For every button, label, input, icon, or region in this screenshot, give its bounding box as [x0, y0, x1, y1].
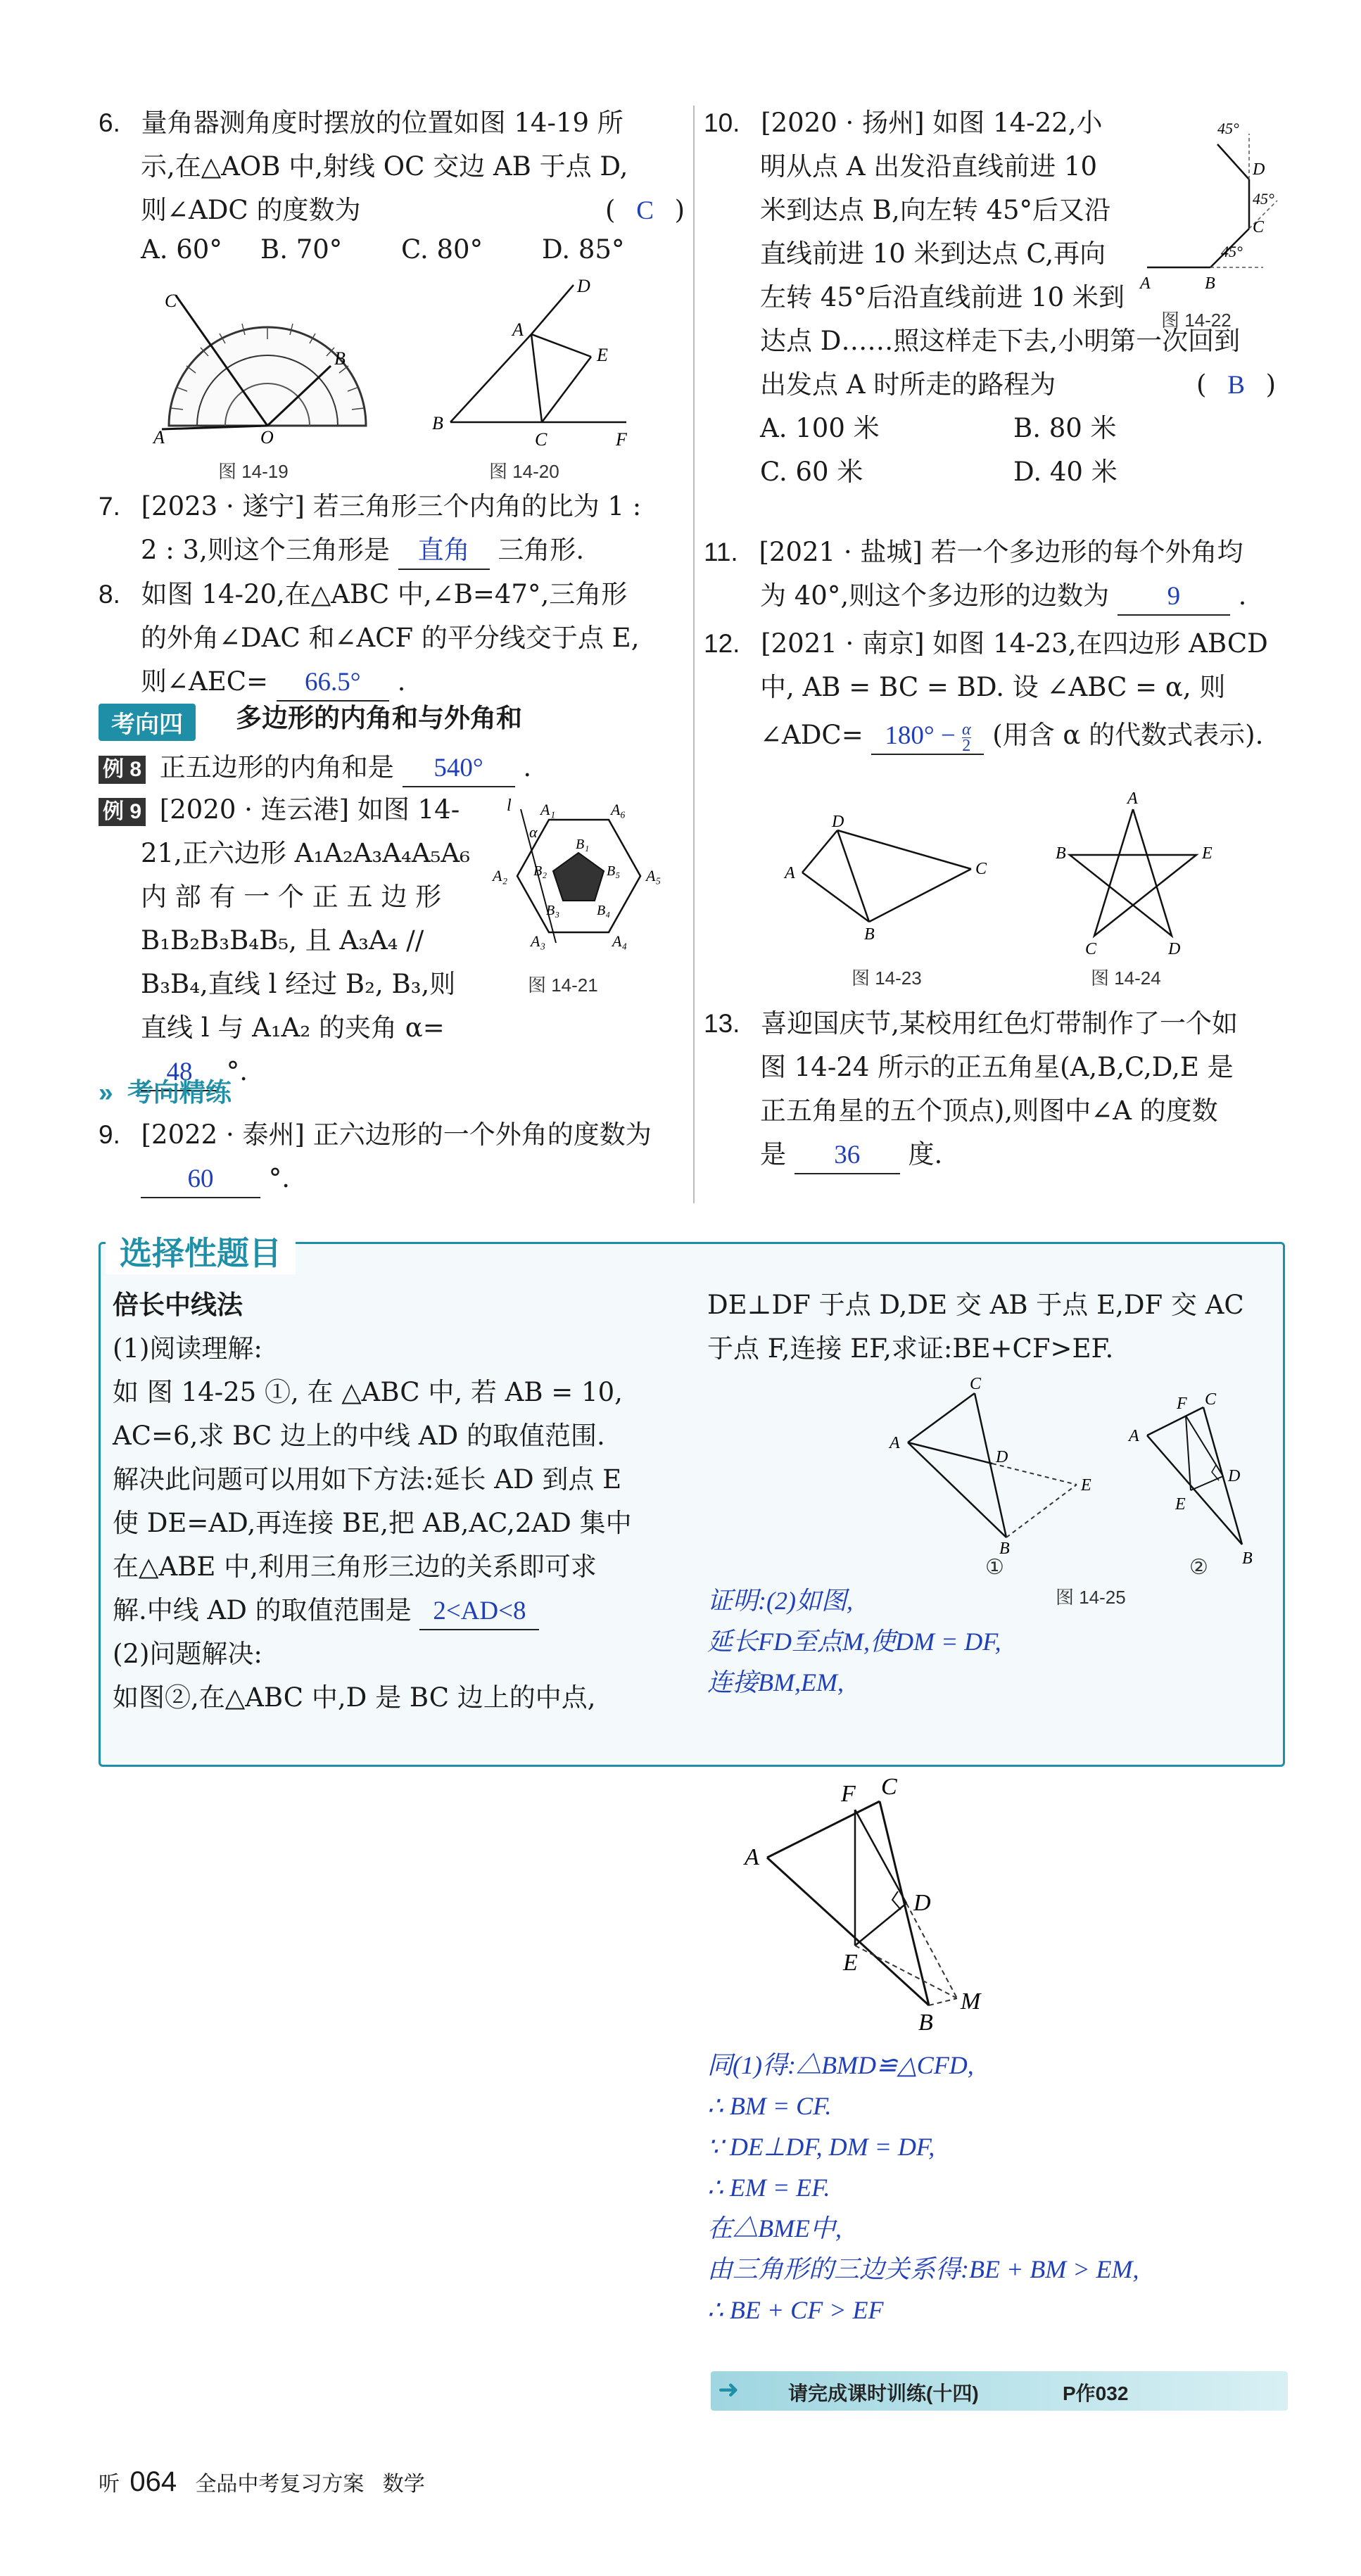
- q-number: 9.: [99, 1120, 120, 1149]
- label-B: B: [334, 348, 346, 369]
- q-text: 量角器测角度时摆放的位置如图 14-19 所: [141, 108, 623, 138]
- label-D: D: [913, 1890, 931, 1916]
- label-M: M: [961, 1988, 981, 2015]
- caption: 图 14-19: [218, 461, 289, 482]
- q-text: [2020 · 扬州] 如图 14-22,小: [761, 108, 1103, 138]
- figure-14-19: [153, 288, 380, 448]
- q-number: 11.: [704, 538, 738, 566]
- footer: [99, 2466, 425, 2498]
- answer-paren: ( B ): [1196, 369, 1277, 400]
- q-text: 则∠AEC=: [141, 666, 269, 697]
- optional-section-title: 选择性题目: [106, 1228, 296, 1274]
- q-text: .: [523, 752, 532, 782]
- q-text: (用含 α 的代数式表示).: [992, 720, 1264, 750]
- label-A: A: [785, 864, 795, 882]
- figure-14-25-1: [887, 1375, 1119, 1558]
- proof-line: 同(1)得:△BMD≌△CFD,: [707, 2051, 974, 2079]
- footer-prefix: 听: [99, 2473, 120, 2496]
- caption: 图 14-23: [852, 967, 922, 989]
- label-C: C: [1253, 218, 1265, 236]
- label-C: C: [881, 1774, 897, 1800]
- label-A5: A₅: [646, 867, 661, 884]
- answer: 9: [1118, 579, 1230, 616]
- q-text: [2022 · 泰州] 正六边形的一个外角的度数为: [141, 1119, 652, 1150]
- method-heading: 倍长中线法: [113, 1290, 243, 1319]
- q-text: 喜迎国庆节,某校用红色灯带制作了一个如: [761, 1008, 1238, 1039]
- caption: 图 14-22: [1161, 310, 1232, 331]
- proof-line: 连接BM,EM,: [707, 1668, 844, 1696]
- q-text: 则∠ADC 的度数为: [141, 195, 361, 225]
- q-text: 正五边形的内角和是: [159, 752, 394, 782]
- label-A: A: [890, 1434, 900, 1452]
- label-A: A: [745, 1844, 759, 1870]
- proof-line: 由三角形的三边关系得:BE + BM > EM,: [707, 2255, 1139, 2283]
- label-D: D: [996, 1448, 1008, 1466]
- q-text: .: [1238, 580, 1247, 611]
- label-A: A: [1127, 789, 1138, 808]
- q-text: °.: [226, 1056, 248, 1086]
- subfig-label: ②: [1189, 1556, 1208, 1579]
- q-text: ∠ADC=: [760, 720, 863, 750]
- q-text: 达点 D……照这样走下去,小明第一次回到: [760, 326, 1241, 356]
- q-text: 中, AB = BC = BD. 设 ∠ABC = α, 则: [760, 672, 1226, 702]
- q-text: 的外角∠DAC 和∠ACF 的平分线交于点 E,: [141, 623, 640, 653]
- q-number: 6.: [99, 108, 120, 137]
- q-number: 13.: [704, 1009, 740, 1038]
- label-D: D: [577, 276, 590, 296]
- section-tag: 考向四: [99, 704, 196, 741]
- label-B: B: [999, 1540, 1010, 1558]
- q-text: 在△ABE 中,利用三角形三边的关系即可求: [113, 1552, 597, 1582]
- label-C: C: [975, 860, 987, 878]
- q-text: 解.中线 AD 的取值范围是: [113, 1595, 412, 1625]
- label-E: E: [843, 1950, 858, 1976]
- q-text: 21,正六边形 A₁A₂A₃A₄A₅A₆: [141, 838, 470, 868]
- proof-line: ∵ DE⊥DF, DM = DF,: [707, 2133, 935, 2161]
- label-F: F: [616, 429, 627, 450]
- page-number: 064: [129, 2466, 177, 2497]
- q-text: 如图②,在△ABC 中,D 是 BC 边上的中点,: [113, 1682, 596, 1713]
- q-text: 为 40°,则这个多边形的边数为: [760, 580, 1110, 611]
- caption: 图 14-25: [1056, 1587, 1126, 1608]
- chevron-right-icon: »: [99, 1078, 113, 1107]
- answer: 2<AD<8: [419, 1594, 539, 1630]
- option-b: B. 70°: [260, 234, 343, 265]
- angle-label: 45°: [1217, 120, 1239, 137]
- label-D: D: [1168, 940, 1181, 958]
- label-C: C: [1205, 1390, 1217, 1409]
- q-text: 示,在△AOB 中,射线 OC 交边 AB 于点 D,: [141, 151, 628, 182]
- proof-line: 在△BME中,: [707, 2214, 842, 2242]
- label-D: D: [832, 813, 844, 831]
- answer: 48: [141, 1055, 218, 1091]
- q-text: [2021 · 盐城] 若一个多边形的每个外角均: [759, 537, 1243, 567]
- q-text: 明从点 A 出发沿直线前进 10: [760, 151, 1098, 182]
- label-B4: B₄: [597, 903, 611, 918]
- q-text: 米到达点 B,向左转 45°后又沿: [760, 195, 1111, 225]
- label-C: C: [970, 1375, 982, 1393]
- label-B: B: [864, 925, 875, 944]
- answer: 直角: [398, 533, 490, 570]
- label-C: C: [535, 429, 547, 450]
- practice-heading: [99, 1075, 232, 1110]
- label-B1: B₁: [576, 837, 590, 852]
- label-D: D: [1228, 1467, 1241, 1485]
- proof-line: 延长FD至点M,使DM = DF,: [707, 1628, 1001, 1656]
- label-alpha: α: [529, 823, 538, 841]
- option-a: A. 100 米: [760, 413, 880, 443]
- answer-paren: ( C ): [605, 195, 685, 225]
- q-text: 2 : 3,则这个三角形是: [141, 535, 390, 565]
- q-text: 直线 l 与 A₁A₂ 的夹角 α=: [141, 1013, 445, 1043]
- example-8: [99, 750, 531, 787]
- option-c: C. 80°: [401, 234, 483, 265]
- q-text: [2020 · 连云港] 如图 14-: [159, 794, 460, 825]
- label-B3: B₃: [546, 903, 560, 918]
- option-d: D. 85°: [542, 234, 625, 265]
- label-A2: A₂: [493, 867, 508, 884]
- q-text: AC=6,求 BC 边上的中线 AD 的取值范围.: [113, 1421, 605, 1451]
- banner-text: 请完成课时训练(十四): [788, 2383, 979, 2404]
- q-number: 10.: [704, 108, 740, 137]
- q-text: 于点 F,连接 EF,求证:BE+CF>EF.: [707, 1333, 1114, 1364]
- q-text: 如图 14-20,在△ABC 中,∠B=47°,三角形: [141, 579, 628, 609]
- option-b: B. 80 米: [1013, 413, 1117, 443]
- proof-line: ∴ BM = CF.: [707, 2092, 832, 2120]
- label-C: C: [1085, 940, 1097, 958]
- q-text: [2021 · 南京] 如图 14-23,在四边形 ABCD: [761, 628, 1268, 659]
- figure-14-25-2: [1126, 1390, 1267, 1569]
- answer: 66.5°: [277, 665, 389, 702]
- figure-14-24: [1056, 788, 1224, 957]
- label-F: F: [841, 1781, 856, 1807]
- q-text: B₃B₄,直线 l 经过 B₂, B₃,则: [141, 969, 456, 999]
- label-A4: A₄: [612, 932, 628, 950]
- answer: B: [1227, 371, 1245, 400]
- label-B2: B₂: [533, 863, 547, 879]
- answer: 180° − $\frac{\alpha}{2}$: [871, 718, 984, 755]
- q-text: 度.: [908, 1139, 943, 1169]
- column-divider: [693, 106, 695, 1203]
- q-text: 三角形.: [498, 535, 585, 565]
- proof-line: 证明:(2)如图,: [707, 1587, 853, 1615]
- label-F: F: [1177, 1395, 1187, 1413]
- figure-14-21: [479, 797, 690, 992]
- q-text: 内 部 有 一 个 正 五 边 形: [141, 882, 442, 912]
- label-E: E: [597, 345, 608, 365]
- answer: 36: [795, 1138, 900, 1174]
- option-c: C. 60 米: [760, 457, 863, 487]
- figure-14-20: [422, 276, 647, 450]
- q-text: 是: [760, 1139, 786, 1169]
- practice-title: 考向精练: [127, 1078, 232, 1107]
- label-B: B: [918, 2010, 933, 2036]
- caption: 图 14-21: [528, 975, 598, 996]
- label-O: O: [260, 427, 274, 448]
- q-text: (1)阅读理解:: [113, 1333, 262, 1364]
- caption: 图 14-24: [1091, 967, 1161, 989]
- q-text: 左转 45°后沿直线前进 10 米到: [760, 282, 1125, 312]
- book-title: 全品中考复习方案: [195, 2473, 365, 2496]
- q-text: 直线前进 10 米到达点 C,再向: [760, 239, 1106, 269]
- label-B: B: [1056, 844, 1066, 863]
- example-tag: 例 9: [99, 798, 146, 826]
- angle-label: 45°: [1221, 243, 1243, 260]
- q-number: 7.: [99, 492, 120, 521]
- section-title: 多边形的内角和与外角和: [236, 704, 522, 732]
- example-tag: 例 8: [99, 756, 146, 784]
- label-D: D: [1253, 160, 1265, 179]
- q-number: 8.: [99, 580, 120, 609]
- q-text: 出发点 A 时所走的路程为: [760, 369, 1056, 400]
- proof-line: ∴ BE + CF > EF: [707, 2296, 884, 2324]
- label-A6: A₆: [611, 801, 626, 818]
- option-d: D. 40 米: [1013, 457, 1118, 487]
- label-B: B: [1242, 1549, 1253, 1568]
- label-l: l: [507, 797, 512, 815]
- label-B5: B₅: [607, 863, 621, 879]
- q-number: 12.: [704, 629, 740, 658]
- angle-label: 45°: [1253, 190, 1274, 208]
- figure-14-22: [1140, 120, 1302, 296]
- proof-line: ∴ EM = EF.: [707, 2174, 830, 2202]
- banner-ref: P作032: [1063, 2383, 1129, 2404]
- q-text: 使 DE=AD,再连接 BE,把 AB,AC,2AD 集中: [113, 1508, 632, 1538]
- q-text: 图 14-24 所示的正五角星(A,B,C,D,E 是: [760, 1052, 1234, 1082]
- q-text: (2)问题解决:: [113, 1639, 262, 1669]
- q-text: [2023 · 遂宁] 若三角形三个内角的比为 1 :: [141, 491, 642, 521]
- subfig-label: ①: [985, 1556, 1004, 1579]
- label-E: E: [1175, 1495, 1186, 1514]
- homework-banner[interactable]: [711, 2371, 1288, 2411]
- caption: 图 14-20: [489, 461, 559, 482]
- arrow-right-icon: ➜: [718, 2375, 740, 2404]
- fraction: $\frac{\alpha}{2}$: [962, 721, 971, 756]
- label-B: B: [1205, 274, 1215, 293]
- handwritten-figure: [718, 1766, 1034, 2036]
- label-A: A: [1140, 274, 1151, 293]
- answer: 60: [141, 1162, 260, 1198]
- q-text: B₁B₂B₃B₄B₅, 且 A₃A₄ //: [141, 925, 424, 956]
- figure-14-23: [781, 813, 992, 944]
- q-text: DE⊥DF 于点 D,DE 交 AB 于点 E,DF 交 AC: [707, 1290, 1244, 1320]
- label-C: C: [165, 291, 177, 311]
- label-A3: A₃: [531, 932, 546, 950]
- q-text: 正五角星的五个顶点),则图中∠A 的度数: [760, 1096, 1218, 1126]
- q-text: 如 图 14-25 ①, 在 △ABC 中, 若 AB = 10,: [113, 1377, 623, 1407]
- label-E: E: [1202, 844, 1213, 863]
- subject: 数学: [382, 2473, 425, 2496]
- label-B: B: [432, 413, 443, 433]
- label-A: A: [1129, 1427, 1139, 1445]
- q-text: 解决此问题可以用如下方法:延长 AD 到点 E: [113, 1464, 622, 1495]
- label-E: E: [1081, 1476, 1091, 1495]
- label-A1: A₁: [540, 801, 556, 818]
- answer: 540°: [403, 751, 515, 787]
- answer: C: [636, 196, 654, 225]
- q-text: °.: [268, 1163, 291, 1193]
- q-text: .: [397, 666, 406, 697]
- option-a: A. 60°: [141, 234, 222, 265]
- label-A: A: [512, 319, 524, 340]
- label-A: A: [153, 427, 165, 448]
